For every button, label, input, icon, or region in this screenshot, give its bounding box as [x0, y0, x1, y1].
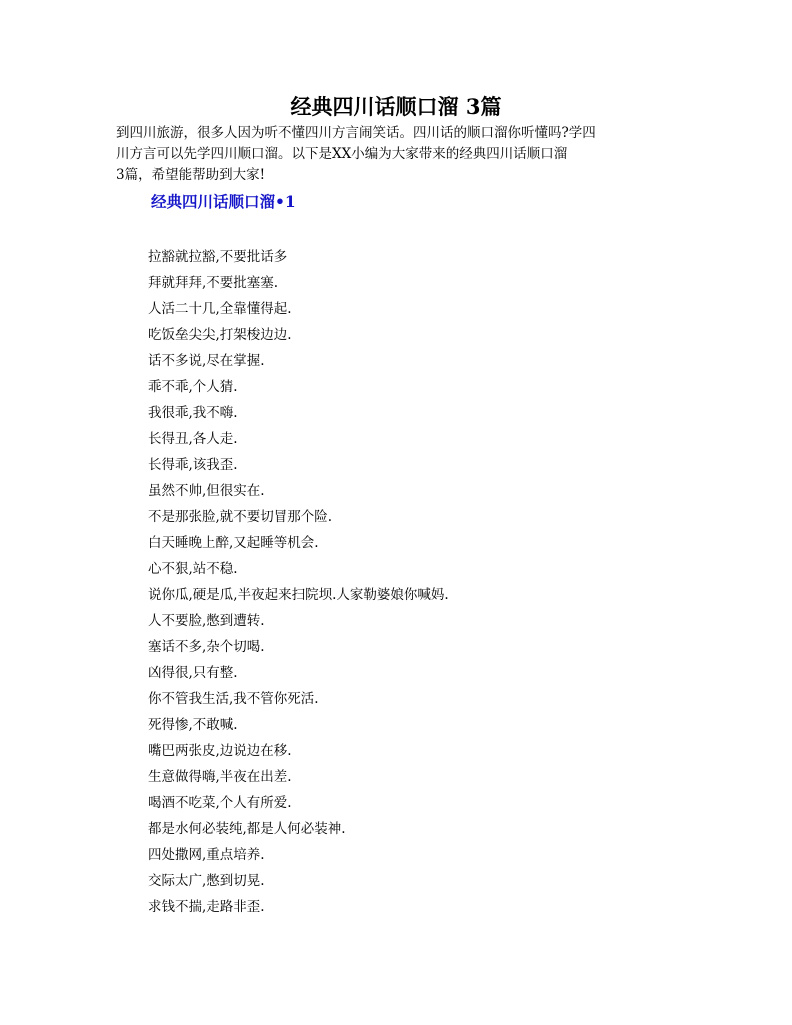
verse-line: 嘴巴两张皮,边说边在移.	[148, 743, 292, 759]
verse-line: 白天睡晚上醉,又起睡等机会.	[148, 535, 319, 551]
verse-line: 长得乖,该我歪.	[148, 457, 238, 473]
verse-line: 你不管我生活,我不管你死活.	[148, 691, 319, 707]
verse-line: 拜就拜拜,不要批塞塞.	[148, 275, 279, 291]
verse-line: 死得惨,不敢喊.	[148, 717, 238, 733]
verse-line: 人活二十几,全靠懂得起.	[148, 301, 292, 317]
verse-line: 四处撒网,重点培养.	[148, 847, 265, 863]
intro-paragraph	[116, 123, 676, 186]
verse-list	[148, 244, 449, 920]
verse-line: 虽然不帅,但很实在.	[148, 483, 265, 499]
verse-line: 话不多说,尽在掌握.	[148, 353, 265, 369]
verse-line: 交际太广,憋到切晃.	[148, 873, 265, 889]
verse-line: 求钱不揣,走路非歪.	[148, 899, 265, 915]
verse-line: 心不狠,站不稳.	[148, 561, 238, 577]
verse-line: 说你瓜,硬是瓜,半夜起来扫院坝.人家勒婆娘你喊妈.	[148, 587, 449, 603]
verse-line: 生意做得嗨,半夜在出差.	[148, 769, 292, 785]
verse-line: 乖不乖,个人猜.	[148, 379, 238, 395]
verse-line: 吃饭垒尖尖,打架梭边边.	[148, 327, 292, 343]
verse-line: 长得丑,各人走.	[148, 431, 238, 447]
intro-line: 3篇，希望能帮助到大家!	[116, 167, 266, 183]
verse-line: 都是水何必装纯,都是人何必装神.	[148, 821, 346, 837]
verse-line: 喝酒不吃菜,个人有所爱.	[148, 795, 292, 811]
verse-line: 塞话不多,杂个切喝.	[148, 639, 265, 655]
verse-line: 人不要脸,憋到遭转.	[148, 613, 265, 629]
intro-line: 到四川旅游，很多人因为听不懂四川方言闹笑话。四川话的顺口溜你听懂吗?学四	[116, 125, 596, 141]
section-heading: 经典四川话顺口溜•1	[151, 192, 296, 211]
verse-line: 我很乖,我不嗨.	[148, 405, 238, 421]
intro-line: 川方言可以先学四川顺口溜。以下是XX小编为大家带来的经典四川话顺口溜	[116, 146, 568, 162]
document-title: 经典四川话顺口溜 3篇	[290, 94, 502, 119]
verse-line: 拉豁就拉豁,不要批话多	[148, 249, 288, 265]
verse-line: 凶得很,只有整.	[148, 665, 238, 681]
verse-line: 不是那张脸,就不要切冒那个险.	[148, 509, 333, 525]
